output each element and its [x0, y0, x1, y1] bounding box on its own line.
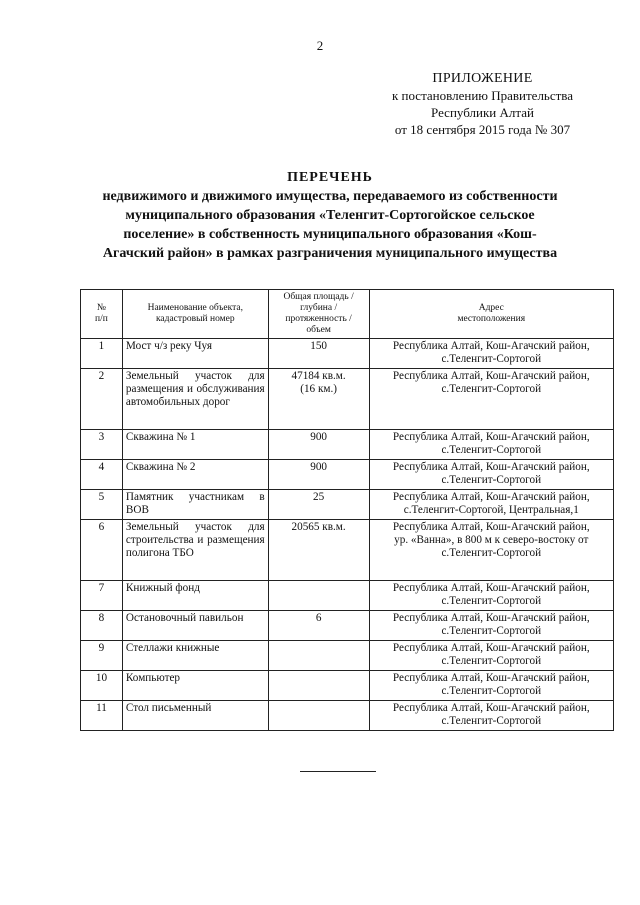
title-line: муниципального образования «Теленгит-Сортогойское сельское [125, 208, 535, 223]
table-row [81, 339, 614, 369]
object-name: Мост ч/з реку Чуя [122, 339, 268, 369]
object-address [369, 339, 613, 369]
header-text: объем [306, 325, 331, 335]
row-number: 4 [81, 460, 123, 490]
object-name: Скважина № 2 [122, 460, 268, 490]
object-area [268, 671, 369, 701]
address-line: Республика Алтай, Кош-Агачский район, [392, 521, 590, 533]
object-area: 25 [268, 490, 369, 520]
table-row [81, 671, 614, 701]
address-line: Республика Алтай, Кош-Агачский район, [392, 491, 590, 503]
table-row [81, 490, 614, 520]
address-line: Республика Алтай, Кош-Агачский район, [392, 702, 590, 714]
object-address [369, 641, 613, 671]
object-address [369, 520, 613, 581]
address-line: ур. «Ванна», в 800 м к северо-востоку от [394, 534, 589, 546]
area-value: (16 км.) [300, 383, 337, 395]
table-row [81, 701, 614, 731]
title-line: Агачский район» в рамках разграничения муниципального имущества [102, 246, 558, 261]
row-number: 10 [81, 671, 123, 701]
address-line: с.Теленгит-Сортогой [441, 685, 542, 697]
object-area [268, 641, 369, 671]
header-text: Адрес [478, 303, 504, 313]
appendix-block [360, 70, 605, 138]
object-area: 150 [268, 339, 369, 369]
row-number: 3 [81, 430, 123, 460]
object-address [369, 490, 613, 520]
area-value: 47184 кв.м. [291, 370, 346, 382]
object-area: 900 [268, 430, 369, 460]
table-row [81, 460, 614, 490]
row-number: 5 [81, 490, 123, 520]
object-name: Остановочный павильон [122, 611, 268, 641]
table-row [81, 369, 614, 430]
object-address [369, 369, 613, 430]
object-name: Стеллажи книжные [122, 641, 268, 671]
appendix-line: Республики Алтай [431, 105, 534, 120]
header-text: кадастровый номер [155, 314, 235, 324]
page-number: 2 [316, 38, 324, 53]
row-number: 7 [81, 581, 123, 611]
address-line: с.Теленгит-Сортогой [441, 383, 542, 395]
address-line: Республика Алтай, Кош-Агачский район, [392, 672, 590, 684]
table-header-row [81, 290, 614, 339]
object-address [369, 701, 613, 731]
table-row [81, 520, 614, 581]
header-address [369, 290, 613, 339]
address-line: с.Теленгит-Сортогой [441, 444, 542, 456]
object-name: Памятник участникам в ВОВ [122, 490, 268, 520]
title-line: поселение» в собственность муниципального образования «Кош- [123, 227, 537, 242]
row-number: 6 [81, 520, 123, 581]
table-row [81, 641, 614, 671]
address-line: с.Теленгит-Сортогой [441, 655, 542, 667]
appendix-title: ПРИЛОЖЕНИЕ [432, 71, 533, 86]
table-row [81, 611, 614, 641]
object-address [369, 581, 613, 611]
object-name: Земельный участок для строительства и размещения полигона ТБО [122, 520, 268, 581]
address-line: Республика Алтай, Кош-Агачский район, [392, 582, 590, 594]
object-address [369, 460, 613, 490]
title-line: недвижимого и движимого имущества, передаваемого из собственности [102, 189, 558, 204]
address-line: с.Теленгит-Сортогой, Центральная,1 [403, 504, 579, 516]
object-area: 6 [268, 611, 369, 641]
header-text: Общая площадь / [283, 292, 354, 302]
row-number: 2 [81, 369, 123, 430]
table-row [81, 430, 614, 460]
header-text: глубина / [300, 303, 338, 313]
object-area [268, 581, 369, 611]
address-line: с.Теленгит-Сортогой [441, 353, 542, 365]
address-line: с.Теленгит-Сортогой [441, 595, 542, 607]
closing-divider [300, 771, 376, 772]
object-address [369, 611, 613, 641]
property-table [80, 289, 614, 731]
address-line: Республика Алтай, Кош-Агачский район, [392, 340, 590, 352]
address-line: с.Теленгит-Сортогой [441, 547, 542, 559]
header-text: № [96, 303, 106, 313]
address-line: с.Теленгит-Сортогой [441, 474, 542, 486]
row-number: 8 [81, 611, 123, 641]
header-text: п/п [95, 314, 108, 324]
row-number: 9 [81, 641, 123, 671]
address-line: Республика Алтай, Кош-Агачский район, [392, 642, 590, 654]
object-area [268, 701, 369, 731]
address-line: Республика Алтай, Кош-Агачский район, [392, 461, 590, 473]
address-line: с.Теленгит-Сортогой [441, 715, 542, 727]
title-main: ПЕРЕЧЕНЬ [287, 170, 373, 185]
appendix-line: от 18 сентября 2015 года № 307 [394, 122, 571, 137]
object-area: 20565 кв.м. [268, 520, 369, 581]
object-area: 900 [268, 460, 369, 490]
object-name: Книжный фонд [122, 581, 268, 611]
address-line: с.Теленгит-Сортогой [441, 625, 542, 637]
object-address [369, 671, 613, 701]
header-text: протяженность / [285, 314, 352, 324]
table-row [81, 581, 614, 611]
object-address [369, 430, 613, 460]
document-title [70, 168, 590, 263]
object-name: Скважина № 1 [122, 430, 268, 460]
address-line: Республика Алтай, Кош-Агачский район, [392, 431, 590, 443]
address-line: Республика Алтай, Кош-Агачский район, [392, 370, 590, 382]
object-area [268, 369, 369, 430]
object-name: Компьютер [122, 671, 268, 701]
header-number [81, 290, 123, 339]
header-name [122, 290, 268, 339]
header-text: местоположения [457, 314, 526, 324]
row-number: 11 [81, 701, 123, 731]
row-number: 1 [81, 339, 123, 369]
object-name: Земельный участок для размещения и обслуживания автомобильных дорог [122, 369, 268, 430]
header-text: Наименование объекта, [147, 303, 243, 313]
object-name: Стол письменный [122, 701, 268, 731]
appendix-line: к постановлению Правительства [391, 88, 574, 103]
address-line: Республика Алтай, Кош-Агачский район, [392, 612, 590, 624]
header-area [268, 290, 369, 339]
